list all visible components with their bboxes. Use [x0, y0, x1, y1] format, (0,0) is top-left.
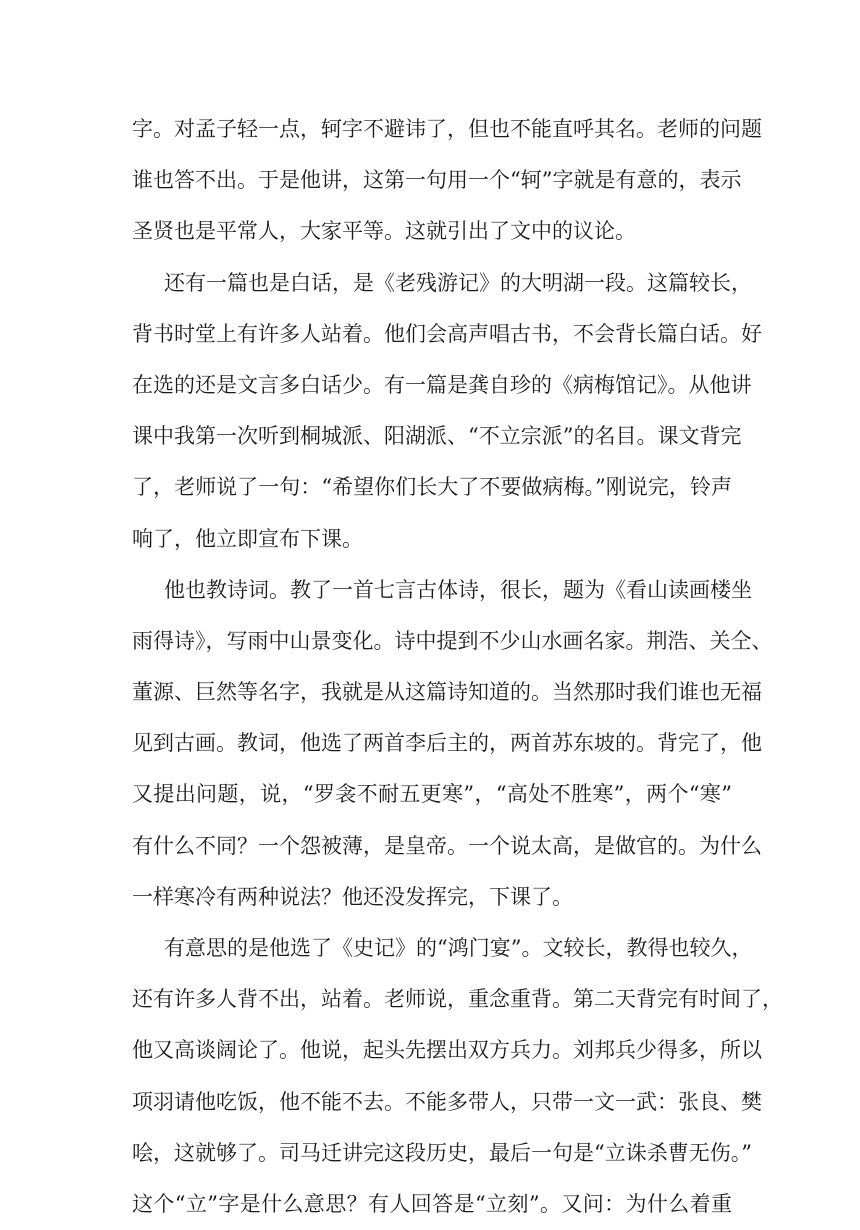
text-line: 有什么不同？一个怨被薄，是皇帝。一个说太高，是做官的。为什么 — [132, 833, 762, 858]
text-line: 还有许多人背不出，站着。老师说，重念重背。第二天背完有时间了， — [132, 987, 783, 1012]
text-line: 雨得诗》，写雨中山景变化。诗中提到不少山水画名家。荆浩、关仝、 — [132, 628, 773, 653]
text-line: 谁也答不出。于是他讲，这第一句用一个“轲”字就是有意的，表示 — [132, 168, 742, 193]
text-line: 他也教诗词。教了一首七言古体诗，很长，题为《看山读画楼坐 — [164, 577, 752, 602]
text-line: 响了，他立即宣布下课。 — [132, 526, 363, 551]
paragraph-4 — [132, 923, 783, 1230]
text-line: 课中我第一次听到桐城派、阳湖派、“不立宗派”的名目。课文背完 — [132, 424, 742, 449]
text-line: 了，老师说了一句：“希望你们长大了不要做病梅。”刚说完，铃声 — [132, 475, 732, 500]
paragraph-1 — [132, 104, 762, 258]
text-line: 董源、巨然等名字，我就是从这篇诗知道的。当然那时我们谁也无福 — [132, 680, 762, 705]
text-line: 项羽请他吃饭，他不能不去。不能多带人，只带一文一武：张良、樊 — [132, 1089, 762, 1114]
text-line: 他又高谈阔论了。他说，起头先摆出双方兵力。刘邦兵少得多，所以 — [132, 1038, 762, 1063]
text-line: 又提出问题，说，“罗衾不耐五更寒”，“高处不胜寒”，两个“寒” — [132, 782, 732, 807]
text-line: 还有一篇也是白话，是《老残游记》的大明湖一段。这篇较长， — [164, 270, 752, 295]
text-line: 圣贤也是平常人，大家平等。这就引出了文中的议论。 — [132, 219, 636, 244]
paragraph-2 — [132, 258, 762, 565]
text-line: 见到古画。教词，他选了两首李后主的，两首苏东坡的。背完了，他 — [132, 731, 762, 756]
text-line: 哙，这就够了。司马迁讲完这段历史，最后一句是“立诛杀曹无伤。” — [132, 1140, 752, 1165]
text-line: 背书时堂上有许多人站着。他们会高声唱古书，不会背长篇白话。好 — [132, 321, 762, 346]
text-line: 字。对孟子轻一点，轲字不避讳了，但也不能直呼其名。老师的问题 — [132, 117, 762, 141]
text-line: 这个“立”字是什么意思？有人回答是“立刻”。又问：为什么着重 — [132, 1191, 732, 1216]
text-line: 在选的还是文言多白话少。有一篇是龚自珍的《病梅馆记》。从他讲 — [132, 372, 752, 397]
text-line: 有意思的是他选了《史记》的“鸿门宴”。文较长，教得也较久， — [164, 936, 753, 960]
paragraph-3 — [132, 565, 773, 923]
document-page — [132, 104, 783, 1230]
text-line: 一样寒冷有两种说法？他还没发挥完，下课了。 — [132, 884, 573, 909]
